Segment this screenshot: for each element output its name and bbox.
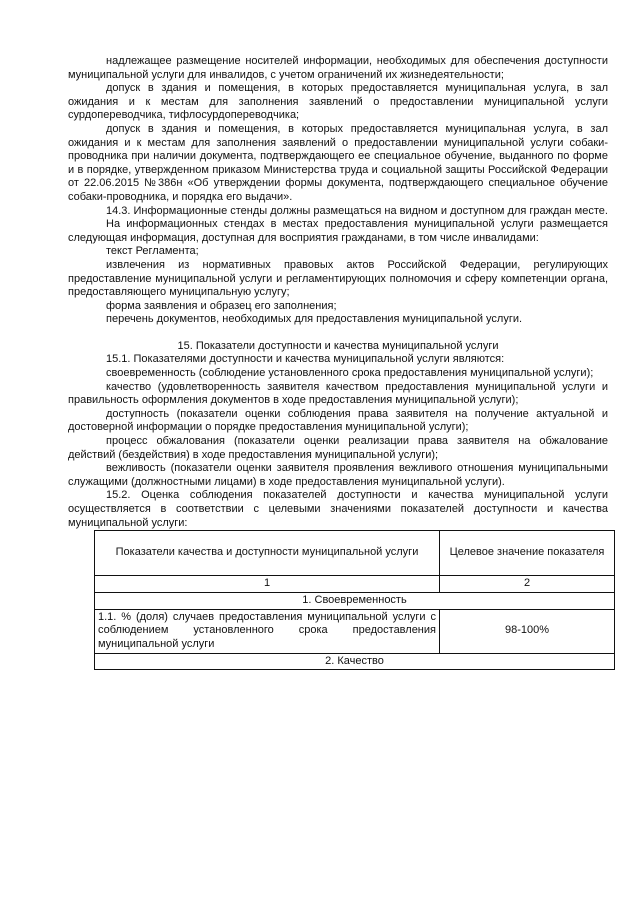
table-col-number: 2 <box>440 576 615 593</box>
paragraph: На информационных стендах в местах предоставления муниципальной услуги размещается следующая информация, доступная для восприятия гражданами, в том числе инвалидами: <box>68 218 608 244</box>
table-number-row <box>95 576 615 593</box>
paragraph: извлечения из нормативных правовых актов Российской Федерации, регулирующих предоставление муниципальной услуги и регламентирующих полномочия и сферу компетенции органа, предоставляющего муниципальную услугу; <box>68 258 608 299</box>
table-section-row <box>95 593 615 610</box>
table-header-row <box>95 531 615 576</box>
paragraph: перечень документов, необходимых для предоставления муниципальной услуги. <box>106 313 523 326</box>
paragraph: 14.3. Информационные стенды должны размещаться на видном и доступном для граждан месте. <box>106 204 608 217</box>
table-row <box>95 609 615 653</box>
table-cell-target: 98-100% <box>440 609 615 653</box>
paragraph: своевременность (соблюдение установленного срока предоставления муниципальной услуги); <box>106 367 594 380</box>
table-cell-indicator: 1.1. % (доля) случаев предоставления муниципальной услуги с соблюдением установленного срока предоставления муниципальной услуги <box>95 609 440 653</box>
table-section-title: 1. Своевременность <box>95 593 615 610</box>
document-page <box>68 55 608 670</box>
table-section-title: 2. Качество <box>95 653 615 670</box>
paragraph: надлежащее размещение носителей информации, необходимых для обеспечения доступности муниципальной услуги для инвалидов, с учетом ограничений их жизнедеятельности; <box>68 55 608 81</box>
paragraph: доступность (показатели оценки соблюдения права заявителя на получение актуальной и достоверной информации о порядке предоставления муниципальной услуги); <box>68 407 608 434</box>
paragraph: форма заявления и образец его заполнения; <box>106 299 337 312</box>
table-header-indicator: Показатели качества и доступности муниципальной услуги <box>95 531 440 576</box>
table-col-number: 1 <box>95 576 440 593</box>
paragraph: допуск в здания и помещения, в которых предоставляется муниципальная услуга, в зал ожидания и к местам для заполнения заявлений о предоставлении муниципальной услуги сурдопереводчика, тифлосурдопереводчика; <box>68 82 608 122</box>
indicators-table <box>94 530 615 670</box>
table-section-row <box>95 653 615 670</box>
section-heading: 15. Показатели доступности и качества муниципальной услуги <box>177 339 499 352</box>
paragraph: вежливость (показатели оценки заявителя проявления вежливого отношения муниципальными служащими (должностными лицами) в ходе предоставления муниципальной услуги). <box>68 462 608 488</box>
paragraph: качество (удовлетворенность заявителя качеством предоставления муниципальной услуги и правильность оформления документов в ходе предоставления муниципальной услуги); <box>68 380 608 407</box>
paragraph: 15.1. Показателями доступности и качества муниципальной услуги являются: <box>106 353 505 366</box>
paragraph: процесс обжалования (показатели оценки реализации права заявителя на обжалование действий (бездействия) в ходе предоставления муниципальной услуги); <box>68 435 608 461</box>
table-header-target: Целевое значение показателя <box>440 531 615 576</box>
paragraph: текст Регламента; <box>106 245 199 258</box>
paragraph: допуск в здания и помещения, в которых предоставляется муниципальная услуга, в зал ожидания и к местам для заполнения заявлений о предоставлении муниципальной услуги собаки-проводника при наличии документа, подтверждающего ее специальное обучение, выданного по форме и в порядке, утвержденном приказом Министерства труда и социальной защиты Российской Федерации от 22.06.2015 №386н «Об утверждении формы документа, подтверждающего специальное обучение собаки-проводника, и порядка его выдачи». <box>68 122 608 203</box>
paragraph: 15.2. Оценка соблюдения показателей доступности и качества муниципальной услуги осуществляется в соответствии с целевыми значениями показателей доступности и качества муниципальной услуги: <box>68 489 608 529</box>
